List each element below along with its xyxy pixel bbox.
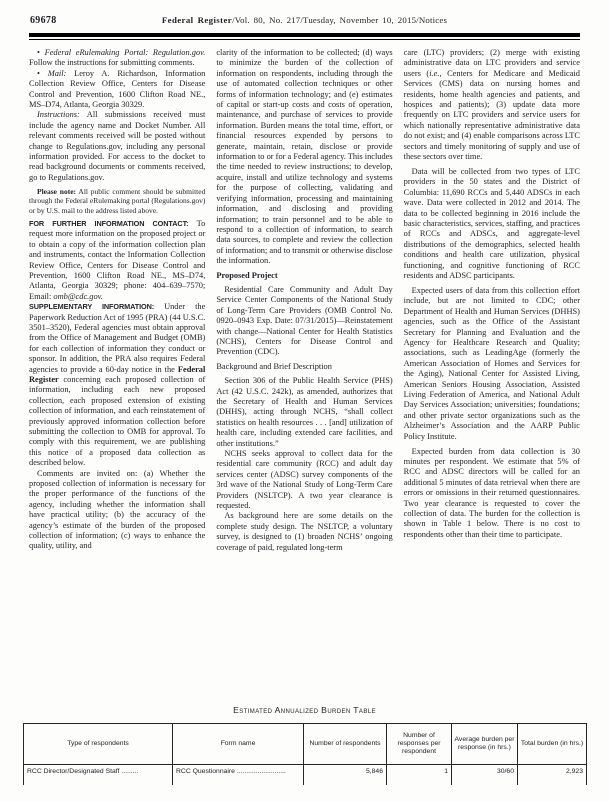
header-citation xyxy=(29,15,580,25)
paragraph-burden-definition: clarity of the information to be collected; (d) ways to minimize the burden of the collection of information on respondents, including through the use of automated collection techniques or other forms of information technology; and (e) estimates of capital or start-up costs and costs of operation, maintenance, and purchase of services to provide information. Burden means the total time, effort, or financial resources expended by persons to generate, maintain, retain, disclose or provide information to or for a Federal agency. This includes the time needed to review instructions; to develop, acquire, install and utilize technology and systems for the purpose of collecting, validating and verifying information, processing and maintaining information, and disclosing and providing information; to train personnel and to be able to respond to a collection of information, to search data sources, to complete and review the collection of information; and to transmit or otherwise disclose the information. xyxy=(216,48,393,266)
paragraph-expected-users: Expected users of data from this collection effort include, but are not limited to CDC; other Department of Health and Human Services (DHHS) agencies, such as the Office of the Assistant Secretary for Planning and Evaluation and the Agency for Healthcare Research and Quality; associations, such as LeadingAge (formerly the American Association of Homes and Services for the Aging), National Center for Assisted Living, American Seniors Housing Association, Assisted Living Federation of America, and National Adult Day Services Association; universities; foundations; and other private sector organizations such as the Alzheimer’s Association and the AARP Public Policy Institute. xyxy=(403,285,580,441)
paragraph-study-design: As background here are some details on the complete study design. The NSLTCP, a voluntary survey, is designed to (1) broaden NCHS’ ongoing coverage of paid, regulated long-term xyxy=(216,511,393,552)
paragraph-nchs-approval: NCHS seeks approval to collect data for the residential care community (RCC) and adult day services center (ADSC) survey components of the 3rd wave of the National Study of Long-Term Care Providers (NSLTCP). A two year clearance is requested. xyxy=(216,449,393,511)
text-column-2 xyxy=(216,48,392,698)
burden-table xyxy=(23,723,587,785)
cell-responses-per-respondent: 1 xyxy=(387,765,452,786)
paragraph-erulemaking: • Federal eRulemaking Portal: Regulation.gov. Follow the instructions for submitting comments. xyxy=(29,48,206,68)
page-header xyxy=(29,15,580,29)
header-volume-date: /Vol. 80, No. 217/Tuesday, November 10, 2015/Notices xyxy=(232,15,448,25)
column-header-type-of-respondents: Type of respondents xyxy=(24,724,173,765)
paragraph-comments-invited: Comments are invited on: (a) Whether the proposed collection of information is necessary for the proper performance of the functions of the agency, including whether the information shall have practical utility; (b) the accuracy of the agency’s estimate of the burden of the proposed collection of information; (c) ways to enhance the quality, utility, and xyxy=(29,468,206,551)
text-column-1 xyxy=(29,48,205,698)
header-rule-thick xyxy=(29,33,580,37)
paragraph-project-title: Residential Care Community and Adult Day Service Center Components of the National Study of Long-Term Care Providers (OMB Control No. 0920–0943 Exp. Date: 07/31/2015)—Reinstatement with change—National Center for Health Statistics (NCHS), Centers for Disease Control and Prevention (CDC). xyxy=(216,284,393,357)
column-header-average-burden: Average burden per response (in hrs.) xyxy=(452,724,518,765)
table-header-row xyxy=(24,724,587,765)
paragraph-data-collection: Data will be collected from two types of LTC providers in the 50 states and the District of Columbia: 11,690 RCCs and 5,440 ADSCs in each wave. Data were collected in 2012 and 2014. The data to be collected beginning in 2016 include the basic characteristics, services, staffing, and practices of RCCs and ADSCs, and aggregate-level distributions of the demographics, selected health conditions and health care utilization, physical functioning, and cognitive functioning of RCC residents and ADSC participants. xyxy=(403,166,580,281)
heading-proposed-project: Proposed Project xyxy=(216,271,278,281)
header-publication-name: Federal Register xyxy=(161,15,233,25)
table-title: Estimated Annualized Burden Table xyxy=(233,705,376,715)
column-header-number-of-respondents: Number of respondents xyxy=(304,724,387,765)
column-header-form-name: Form name xyxy=(173,724,304,765)
heading-background: Background and Brief Description xyxy=(216,362,332,372)
paragraph-further-information: FOR FURTHER INFORMATION CONTACT: To request more information on the proposed project or to obtain a copy of the information collection plan and instruments, contact the Information Collection Review Office, Centers for Disease Control and Prevention, 1600 Clifton Road NE., MS–D74, Atlanta, Georgia 30329; phone: 404–639–7570; Email: omb@cdc.gov. xyxy=(29,218,206,301)
paragraph-please-note: Please note: All public comment should be submitted through the Federal eRulemaking portal (Regulations.gov) or by U.S. mail to the address listed above. xyxy=(29,187,206,215)
column-header-responses-per-respondent: Number of responses per respondent xyxy=(387,724,452,765)
paragraph-instructions: Instructions: All submissions received must include the agency name and Docket Number. All relevant comments received will be posted without change to Regulations.gov, including any personal information provided. For access to the docket to read background documents or comments received, go to Regulations.gov. xyxy=(29,110,206,182)
paragraph-expected-burden: Expected burden from data collection is 30 minutes per respondent. We estimate that 5% of RCC and ADSC directors will be called for an additional 5 minutes of data retrieval when there are errors or omissions in their returned questionnaires. Two year clearance is requested to cover the collection of data. The burden for the collection is shown in Table 1 below. There is no cost to respondents other than their time to participate. xyxy=(403,446,580,539)
cell-type-of-respondents: RCC Director/Designated Staff ......... xyxy=(24,765,173,786)
paragraph-supplementary-information: SUPPLEMENTARY INFORMATION: Under the Paperwork Reduction Act of 1995 (PRA) (44 U.S.C. 3501–3520), Federal agencies must obtain approval from the Office of Management and Budget (OMB) for each collection of information they conduct or sponsor. In addition, the PRA also requires Federal agencies to provide a 60-day notice in the Federal Register concerning each proposed collection of information, including each new proposed collection, each proposed extension of existing collection of information, and each reinstatement of previously approved information collection before submitting the collection to OMB for approval. To comply with this requirement, we are publishing this notice of a proposed data collection as described below. xyxy=(29,302,206,468)
paragraph-phs-act: Section 306 of the Public Health Service (PHS) Act (42 U.S.C. 242k), as amended, authorizes that the Secretary of Health and Human Services (DHHS), acting through NCHS, “shall collect statistics on health resources . . . [and] utilization of health care, including extended care facilities, and other institutions.” xyxy=(216,376,393,448)
paragraph-mail: • Mail: Leroy A. Richardson, Information Collection Review Office, Centers for Disease Control and Prevention, 1600 Clifton Road NE., MS–D74, Atlanta, Georgia 30329. xyxy=(29,68,206,110)
cell-number-of-respondents: 5,846 xyxy=(304,765,387,786)
text-column-3 xyxy=(404,48,580,698)
page-number: 69678 xyxy=(30,15,57,26)
cell-form-name: RCC Questionnaire .......................... xyxy=(173,765,304,786)
header-rule-thin xyxy=(29,39,580,41)
cell-total-burden: 2,923 xyxy=(518,765,587,786)
cell-average-burden: 30/60 xyxy=(452,765,518,786)
paragraph-study-goals: care (LTC) providers; (2) merge with existing administrative data on LTC providers and service users (i.e., Centers for Medicare and Medicaid Services (CMS) data on nursing homes and residents, home health agencies and patients, and hospices and patients); (3) update data more frequently on LTC providers and service users for which nationally representative administrative data do not exist; and (4) enable comparisons across LTC sectors and timely monitoring of supply and use of these sectors over time. xyxy=(403,48,580,162)
article-columns xyxy=(29,48,580,698)
column-header-total-burden: Total burden (in hrs.) xyxy=(518,724,587,765)
table-row xyxy=(24,765,587,786)
